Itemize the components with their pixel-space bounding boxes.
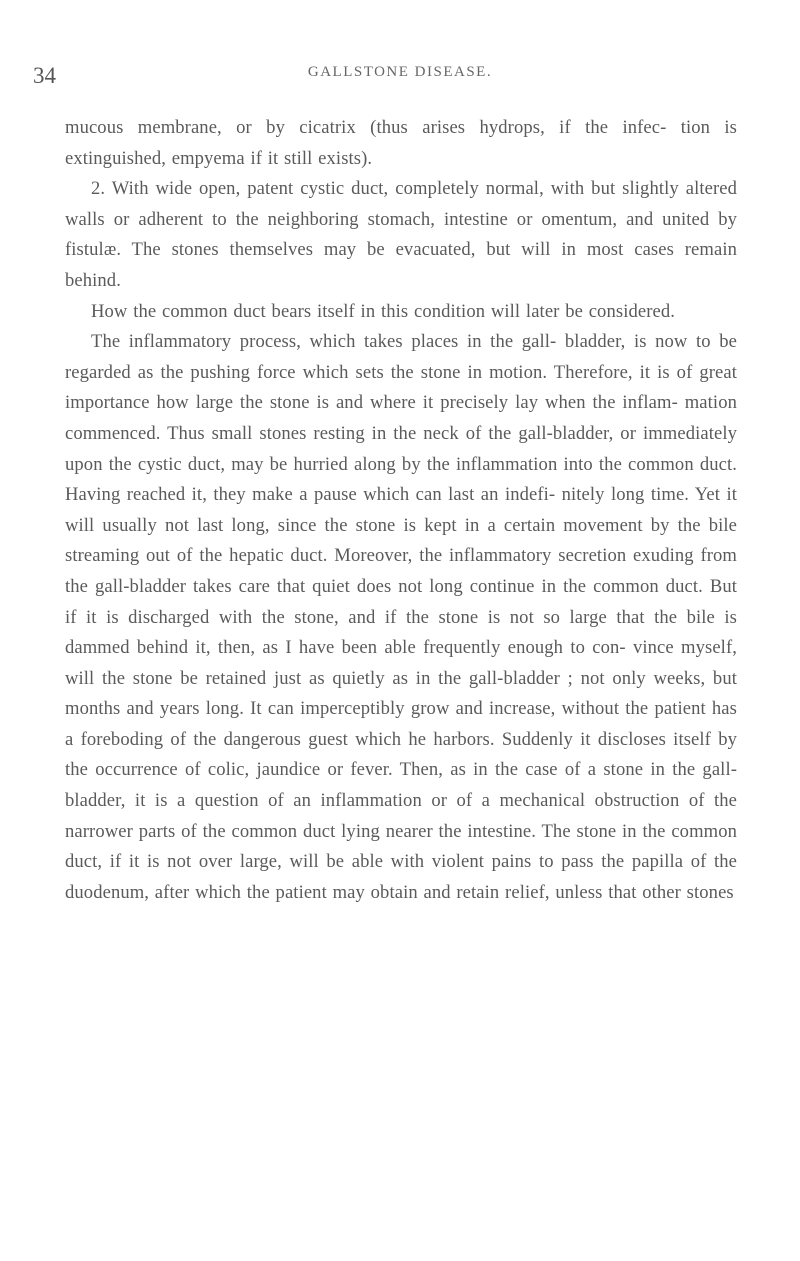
- paragraph: 2. With wide open, patent cystic duct, completely normal, with but slightly altered walls or adherent to the neighboring stomach, intestine or omentum, and united by fistulæ. The stones themselves may be evacuated, but will in most cases remain behind.: [65, 178, 737, 291]
- paragraph: How the common duct bears itself in this condition will later be considered.: [91, 300, 675, 322]
- paragraph: The inflammatory process, which takes places in the gall- bladder, is now to be regarded as the pushing force which sets the stone in motion. Therefore, it is of great importance how large the stone is and where it precisely lay when the inflam- mation commenced. Thus small stones resting in the neck of the gall-bladder, or immediately upon the cystic duct, may be hurried along by the inflammation into the common duct. Having reached it, they make a pause which can last an indefi- nitely long time. Yet it will usually not last long, since the stone is kept in a certain movement by the bile streaming out of the hepatic duct. Moreover, the inflammatory secretion exuding from the gall-bladder takes care that quiet does not long continue in the common duct. But if it is discharged with the stone, and if the stone is not so large that the bile is dammed behind it, then, as I have been able frequently enough to con- vince myself, will the stone be retained just as quietly as in the gall-bladder ; not only weeks, but months and years long. It can imperceptibly grow and increase, without the patient has a foreboding of the dangerous guest which he harbors. Suddenly it discloses itself by the occurrence of colic, jaundice or fever. Then, as in the case of a stone in the gall-bladder, it is a question of an inflammation or of a mechanical obstruction of the narrower parts of the common duct lying nearer the intestine. The stone in the common duct, if it is not over large, will be able with violent pains to pass the papilla of the duodenum, after which the patient may obtain and retain relief, unless that other stones: [65, 331, 737, 903]
- body-text: [65, 113, 737, 908]
- paragraph: mucous membrane, or by cicatrix (thus arises hydrops, if the infec- tion is extinguished, empyema if it still exists).: [65, 117, 737, 169]
- running-head: GALLSTONE DISEASE.: [307, 64, 493, 80]
- page-number: 34: [33, 63, 56, 88]
